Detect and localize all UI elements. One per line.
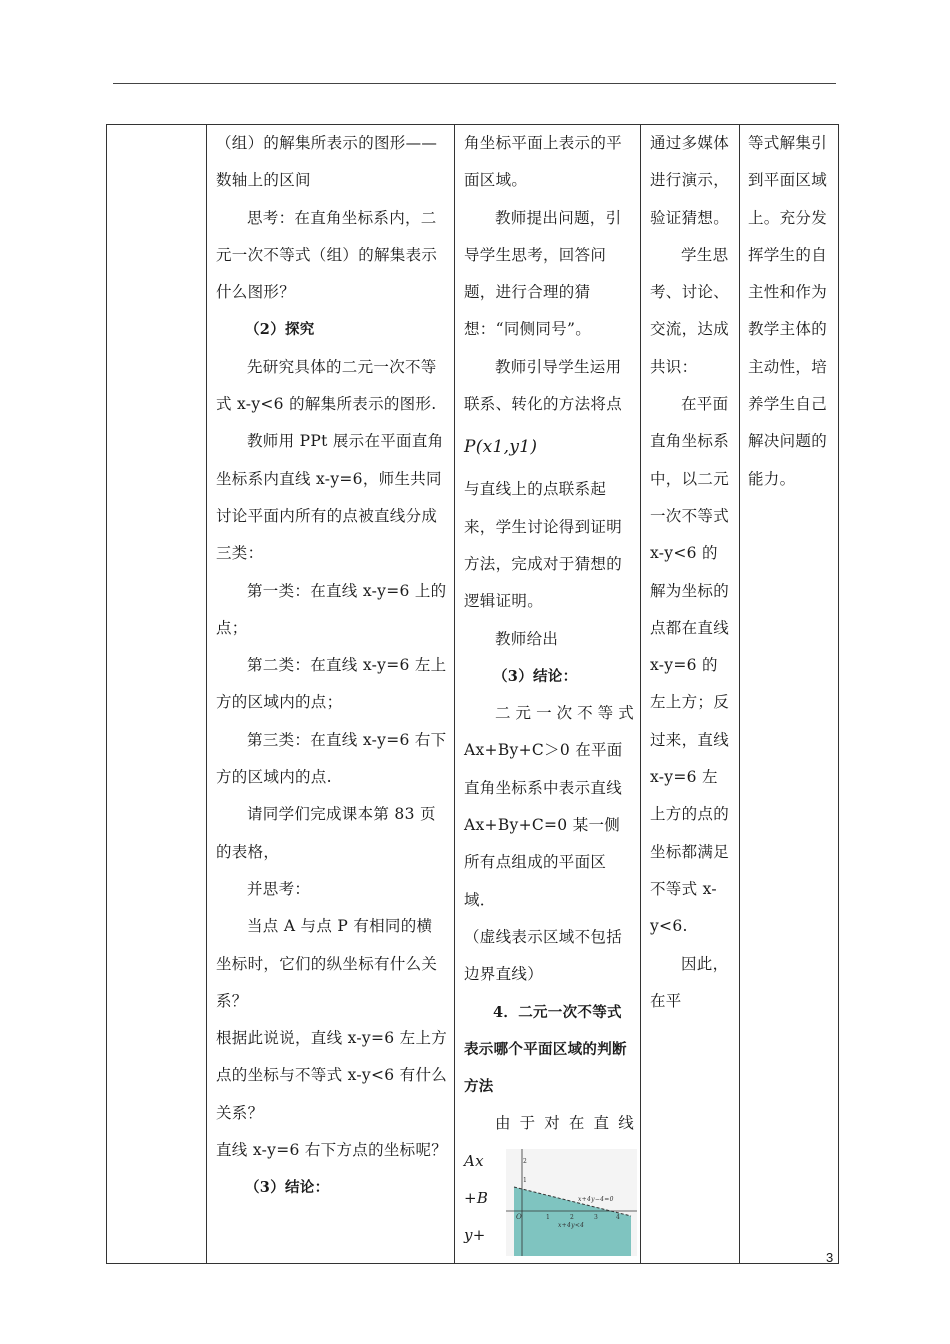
section-heading: （3）结论： <box>245 1179 330 1197</box>
origin-label: O <box>516 1212 523 1221</box>
para: 第三类：在直线 x-y=6 右下方的区域内的点. <box>216 730 447 787</box>
section-heading: （3）结论： <box>493 667 578 685</box>
student-activity-column <box>641 125 740 1264</box>
para: 等式解集引到平面区域上。充分发挥学生的自主性和作为教学主体的主动性，培养学生自己解决问题的能力。 <box>748 134 828 488</box>
para: 与直线上的点联系起来，学生讨论得到证明方法，完成对于猜想的逻辑证明。 <box>464 480 623 611</box>
para: 二元一次不等式 <box>495 704 634 723</box>
design-intent-column <box>740 125 839 1264</box>
fig-side-label: Ax <box>464 1151 484 1170</box>
para: 直线 x-y=6 右下方点的坐标呢？ <box>216 1141 448 1160</box>
content-column <box>207 125 455 1264</box>
para: 教师用 PPt 展示在平面直角坐标系内直线 x-y=6，师生共同讨论平面内所有的点被直线分成三类： <box>216 432 444 563</box>
line-label: x+4y−4=0 <box>578 1195 614 1203</box>
x-tick: 1 <box>546 1213 551 1221</box>
para: 在平面直角坐标系中，以二元一次不等式 x-y<6 的解为坐标的点都在直线 x-y=6 的左上方；反过来，直线 x-y=6 左上方的点的坐标都满足不等式 x-y<6. <box>650 395 730 936</box>
para: 请同学们完成课本第 83 页的表格， <box>216 805 436 861</box>
x-tick: 3 <box>594 1213 599 1221</box>
para: 教师引导学生运用联系、转化的方法将点 <box>464 357 623 414</box>
header-rule <box>113 83 836 84</box>
fig-side-label: y+ <box>464 1226 486 1245</box>
teacher-activity-column <box>455 125 641 1264</box>
para: 思考：在直角坐标系内，二元一次不等式（组）的解集表示什么图形？ <box>216 208 438 302</box>
para: 第一类：在直线 x-y=6 上的点； <box>216 581 447 637</box>
para: 先研究具体的二元一次不等式 x-y<6 的解集所表示的图形. <box>216 357 437 414</box>
y-tick: 2 <box>523 1157 528 1165</box>
y-tick: 1 <box>523 1176 528 1184</box>
section-heading: 4．二元一次不等式表示哪个平面区域的判断方法 <box>464 1003 627 1096</box>
para: （组）的解集所表示的图形——数轴上的区间 <box>216 134 438 190</box>
para: 学生思考、讨论、交流，达成共识： <box>650 245 730 376</box>
para <box>464 423 634 471</box>
para: Ax+By+C＞0 在平面直角坐标系中表示直线 Ax+By+C=0 某一侧所有点组成的平面区域． <box>464 741 623 909</box>
para: 角坐标平面上表示的平面区域。 <box>464 134 623 190</box>
x-tick: 4 <box>616 1213 621 1221</box>
para: 第二类：在直线 x-y=6 左上方的区域内的点； <box>216 656 447 712</box>
para: 教师提出问题，引导学生思考，回答问题，进行合理的猜想：“同侧同号”。 <box>464 208 622 339</box>
para: 因此，在平 <box>650 954 729 1010</box>
lesson-plan-table <box>106 124 839 1264</box>
para: 并思考： <box>247 879 311 898</box>
para: 当点 A 与点 P 有相同的横坐标时，它们的纵坐标有什么关系？ <box>216 917 438 1010</box>
stage-column <box>107 125 207 1264</box>
region-label: x+4y<4 <box>558 1221 585 1229</box>
half-plane-figure <box>506 1149 637 1256</box>
fig-side-label: +B <box>464 1189 489 1208</box>
figure-row <box>464 1143 634 1263</box>
para: 由于对在直线 <box>495 1114 634 1133</box>
para: 教师给出 <box>495 629 559 648</box>
section-heading: （2）探究 <box>245 321 315 339</box>
x-tick: 2 <box>570 1213 575 1221</box>
para: （虚线表示区域不包括边界直线） <box>464 927 623 984</box>
para: 根据此说说，直线 x-y=6 左上方点的坐标与不等式 x-y<6 有什么关系？ <box>216 1029 448 1122</box>
para: 通过多媒体进行演示，验证猜想。 <box>650 134 730 227</box>
point-formula: P(x1,y1) <box>464 437 538 458</box>
figure-side-labels <box>464 1143 494 1255</box>
page-number: 3 <box>826 1250 834 1265</box>
